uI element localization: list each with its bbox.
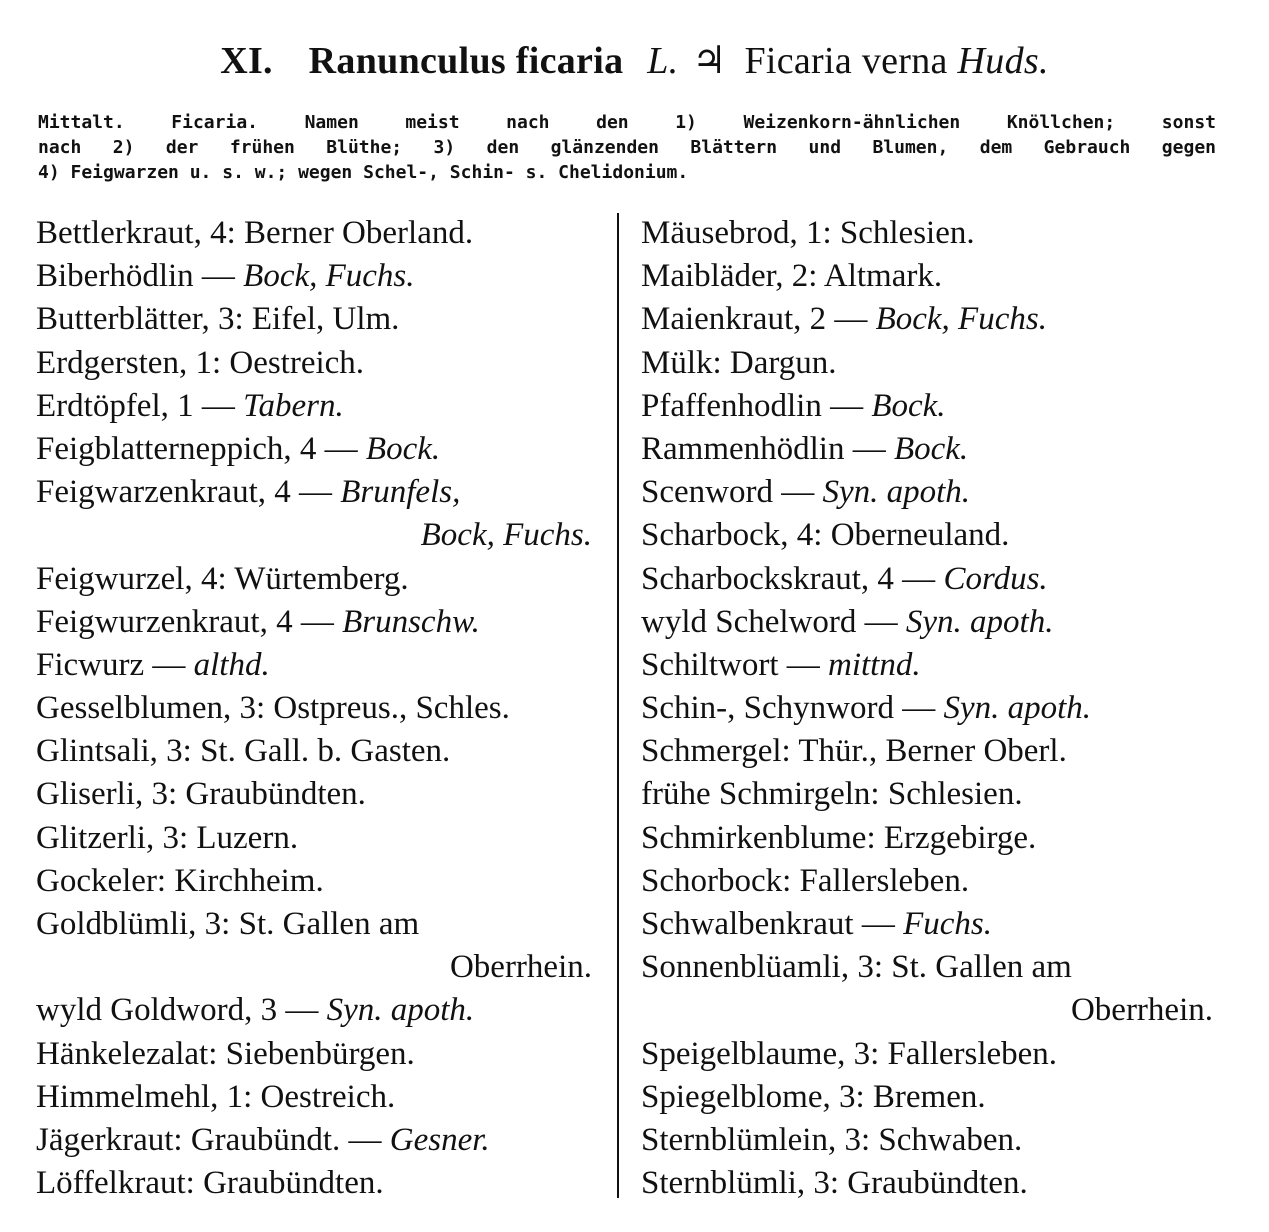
entry-text: Schiltwort —	[641, 646, 828, 683]
name-entry	[641, 989, 1213, 1032]
entry-source: Gesner.	[389, 1121, 490, 1158]
name-entry	[36, 342, 592, 385]
entry-text: frühe Schmirgeln: Schlesien.	[641, 776, 1023, 813]
name-entry	[36, 817, 592, 860]
entry-source: Brunschw.	[342, 603, 480, 640]
name-entry	[641, 1119, 1213, 1162]
entry-text: Feigwurzel, 4: Würtemberg.	[36, 560, 409, 597]
name-entry	[36, 1162, 592, 1205]
name-entry	[36, 860, 592, 903]
entry-text: Scharbock, 4: Oberneuland.	[641, 517, 1010, 554]
name-entry	[36, 1119, 592, 1162]
entry-text: Spiegelblome, 3: Bremen.	[641, 1078, 986, 1115]
name-entry	[36, 255, 592, 298]
entry-text: Oberrhein.	[449, 949, 592, 986]
entry-text: Speigelblaume, 3: Fallersleben.	[641, 1035, 1058, 1072]
entry-text: Gockeler: Kirchheim.	[36, 862, 324, 899]
left-column	[36, 212, 592, 1205]
name-entry	[641, 1033, 1213, 1076]
name-entry	[36, 989, 592, 1032]
entry-source: Bock.	[893, 430, 969, 467]
entry-source: Syn. apoth.	[905, 603, 1054, 640]
name-entry	[36, 644, 592, 687]
name-entry	[36, 558, 592, 601]
entry-text: Erdtöpfel, 1 —	[36, 387, 244, 424]
entry-text: Schmergel: Thür., Berner Oberl.	[641, 733, 1067, 770]
entry-text: Löffelkraut: Graubündten.	[36, 1165, 384, 1202]
entry-text: Bettlerkraut, 4: Berner Oberland.	[36, 215, 474, 251]
name-entry	[641, 212, 1213, 255]
right-column	[641, 212, 1213, 1205]
entry-source: Syn. apoth.	[943, 690, 1092, 727]
entry-text: Schmirkenblume: Erzgebirge.	[641, 819, 1037, 856]
species-author: L.	[647, 40, 679, 82]
entry-source: Bock, Fuchs.	[420, 517, 592, 554]
name-entry	[36, 1033, 592, 1076]
entry-text: Scharbockskraut, 4 —	[641, 560, 944, 597]
entry-text: Rammenhödlin —	[641, 430, 894, 467]
name-entry	[641, 255, 1213, 298]
entry-text: Gliserli, 3: Graubündten.	[36, 776, 366, 813]
name-entry	[36, 946, 592, 989]
species-name: Ranunculus ficaria	[308, 40, 624, 82]
name-entry	[641, 644, 1213, 687]
entry-source: mittnd.	[828, 646, 921, 683]
synonym-name: Ficaria verna	[744, 40, 948, 82]
name-entry	[641, 946, 1213, 989]
name-entry	[36, 687, 592, 730]
entry-text: Feigwurzenkraut, 4 —	[36, 603, 343, 640]
entry-text: Schin-, Schynword —	[641, 690, 944, 727]
entry-text: wyld Goldword, 3 —	[36, 992, 327, 1029]
entry-source: Syn. apoth.	[326, 992, 475, 1029]
entry-text: Maienkraut, 2 —	[641, 301, 876, 338]
section-number: XI.	[220, 40, 273, 82]
entry-text: Gesselblumen, 3: Ostpreus., Schles.	[36, 690, 510, 727]
entry-text: Jägerkraut: Graubündt. —	[36, 1121, 390, 1158]
name-entry	[36, 471, 592, 514]
entry-text: Schorbock: Fallersleben.	[641, 862, 970, 899]
entry-source: Bock.	[871, 387, 946, 424]
name-entry	[641, 385, 1213, 428]
name-entry	[36, 212, 592, 255]
entry-text: Hänkelezalat: Siebenbürgen.	[36, 1035, 415, 1072]
name-entry	[36, 1076, 592, 1119]
name-entry	[36, 903, 592, 946]
entry-source: Brunfels,	[340, 474, 461, 511]
name-entry	[641, 687, 1213, 730]
name-entry	[641, 558, 1213, 601]
entry-source: Tabern.	[243, 387, 344, 424]
entry-text: Himmelmehl, 1: Oestreich.	[36, 1078, 396, 1115]
entry-text: Schwalbenkraut —	[641, 906, 904, 942]
entry-text: Maibläder, 2: Altmark.	[641, 258, 943, 295]
entry-text: Pfaffenhodlin —	[641, 387, 872, 424]
entry-text: Ficwurz —	[36, 646, 194, 683]
name-entry	[641, 471, 1213, 514]
entry-text: Goldblümli, 3: St. Gallen am	[36, 906, 420, 942]
entry-text: Butterblätter, 3: Eifel, Ulm.	[36, 301, 400, 338]
name-entry	[36, 385, 592, 428]
entry-text: Erdgersten, 1: Oestreich.	[36, 344, 365, 381]
name-entry	[36, 730, 592, 773]
name-entry	[641, 903, 1213, 946]
name-entry	[641, 1162, 1213, 1205]
entry-source: Fuchs.	[903, 906, 993, 942]
entry-text: wyld Schelword —	[641, 603, 906, 640]
name-entry	[641, 730, 1213, 773]
entry-source: Bock.	[365, 430, 441, 467]
page-title	[0, 38, 1269, 83]
entry-source: althd.	[193, 646, 270, 683]
name-entry	[641, 1076, 1213, 1119]
entry-text: Feigblatterneppich, 4 —	[36, 430, 366, 467]
name-entry	[36, 428, 592, 471]
name-entry	[36, 298, 592, 341]
entry-text: Feigwarzenkraut, 4 —	[36, 474, 341, 511]
entry-text: Glitzerli, 3: Luzern.	[36, 819, 299, 856]
name-entry	[641, 298, 1213, 341]
entry-source: Bock, Fuchs.	[875, 301, 1047, 338]
introduction-note	[38, 110, 1216, 185]
intro-line: 4) Feigwarzen u. s. w.; wegen Schel-, Schin- s. Chelidonium.	[38, 162, 689, 183]
name-entry	[641, 428, 1213, 471]
entry-text: Sternblümlein, 3: Schwaben.	[641, 1121, 1023, 1158]
intro-line: Mittalt. Ficaria. Namen meist nach den 1) Weizenkorn-ähnlichen Knöllchen; sonst	[38, 112, 1216, 133]
name-entry	[641, 773, 1213, 816]
intro-line: nach 2) der frühen Blüthe; 3) den glänzenden Blättern und Blumen, dem Gebrauch gegen	[38, 137, 1216, 158]
name-entry	[641, 342, 1213, 385]
name-entry	[641, 860, 1213, 903]
entry-text: Sonnenblüamli, 3: St. Gallen am	[641, 949, 1072, 986]
entry-text: Oberrhein.	[1070, 992, 1213, 1029]
entry-text: Scenword —	[641, 474, 823, 511]
name-entry	[36, 601, 592, 644]
entry-text: Sternblümli, 3: Graubündten.	[641, 1165, 1028, 1202]
column-divider	[617, 213, 619, 1198]
name-entry	[641, 817, 1213, 860]
name-entry	[36, 514, 592, 557]
entry-text: Biberhödlin —	[36, 258, 244, 295]
name-entry	[641, 601, 1213, 644]
entry-source: Cordus.	[943, 560, 1048, 597]
synonym-author: Huds.	[957, 40, 1049, 82]
name-entry	[36, 773, 592, 816]
perennial-symbol: ♃	[692, 40, 727, 82]
entry-text: Glintsali, 3: St. Gall. b. Gasten.	[36, 733, 451, 770]
entry-source: Bock, Fuchs.	[243, 258, 415, 295]
entry-text: Mülk: Dargun.	[641, 344, 837, 381]
entry-source: Syn. apoth.	[822, 474, 971, 511]
name-entry	[641, 514, 1213, 557]
entry-text: Mäusebrod, 1: Schlesien.	[641, 215, 975, 251]
